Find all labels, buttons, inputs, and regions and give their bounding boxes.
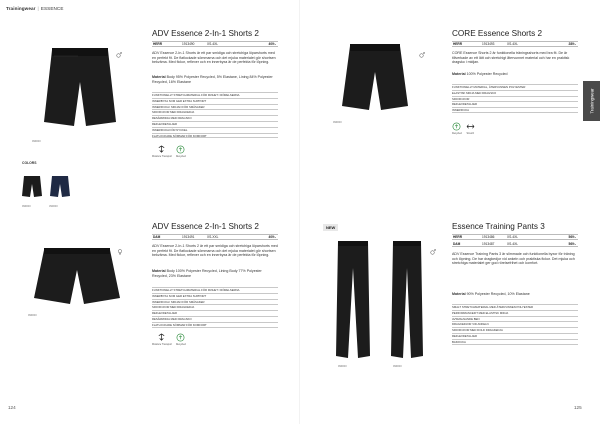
sku: 1913490: [182, 42, 195, 46]
product-code-row: [452, 234, 578, 240]
feature-item: REFLEXDETALJER: [452, 101, 578, 107]
care-icons: [452, 122, 475, 135]
feature-item: INNERBYXA SOM GER EXTRA SUPPORT: [152, 98, 278, 104]
price: 409:-: [268, 235, 276, 239]
gender-code: HERR: [453, 235, 463, 239]
material-label: Material: [152, 75, 166, 79]
feature-item: AVSMALNANDE BEN: [452, 316, 578, 322]
product-description: ADV Essence 2-In-1 Shorts 2 är ett par smidiga och stretchiga löparshorts med en perfekt fit. De flatlockade sömmarna och det mjuka materialet gör shortsen bekväma. Med fickor, reflexer och en innerbyxa är de perfekta för löpning.: [152, 244, 278, 257]
gender-code: HERR: [153, 42, 163, 46]
care-label: Stretch: [466, 132, 475, 135]
sku: 1913493: [482, 42, 495, 46]
moisture-transport-icon: [152, 333, 172, 346]
image-code-label: 999000: [32, 140, 41, 143]
product-code-row: [152, 234, 278, 240]
feature-list: [152, 92, 278, 138]
side-tab-label: Trainingwear: [589, 88, 594, 114]
product-title: ADV Essence 2-In-1 Shorts 2: [152, 222, 259, 231]
page-number-right: 125: [574, 405, 582, 410]
product-image-shorts-men: [30, 36, 130, 140]
price: 569:-: [568, 241, 576, 246]
feature-item: DRAGKEDJOR VID ANKELN: [452, 321, 578, 327]
color-swatch-black: [20, 172, 44, 202]
material-text: 100% Polyester Recycled: [466, 72, 508, 76]
feature-item: INNERFICKA I MIDJAN FÖR SMÅSAKER: [152, 299, 278, 305]
colors-label: COLORS: [22, 161, 37, 165]
material-label: Material: [452, 292, 466, 296]
product-code-row: [452, 241, 578, 247]
recycled-icon: [176, 145, 186, 158]
sizes: XS-XXL: [207, 235, 219, 239]
female-icon: [117, 242, 123, 248]
male-icon: [430, 242, 436, 248]
image-code-label: 999000: [338, 365, 347, 368]
gender-code: DAM: [153, 235, 161, 239]
breadcrumb-sub: ESSENCE: [40, 6, 64, 11]
feature-item: REFLEXDETALJER: [452, 333, 578, 339]
feature-item: INNERFICKA: [452, 107, 578, 113]
feature-item: FUNKTIONELLT STRETCHMATERIAL FÖR FRIHET I RÖRELSERNA: [152, 287, 278, 293]
feature-item: SIDOFICKOR: [452, 96, 578, 102]
care-label: Recycled: [175, 343, 186, 346]
product-code-row: [152, 41, 278, 47]
feature-item: INNERBYXA SOM GER EXTRA SUPPORT: [152, 293, 278, 299]
product-description: ADV Essence Training Pants 3 är slimmade och funktionella byxor för träning och löpning. De har dragkedjor vid ankeln och praktiska fickor. Det mjuka och stretchiga materialet ger god rörelsefrihet och komfort.: [452, 252, 575, 265]
male-icon: [419, 45, 425, 51]
feature-item: FUNKTIONELLT MATERIAL, ÅTERVUNNEN POLYESTER: [452, 84, 578, 90]
feature-item: FLATLOCKADE SÖMMAR FÖR KOMFORT: [152, 322, 278, 328]
feature-item: SIDOFICKOR MED DRAGKEDJA: [152, 109, 278, 115]
product-image-shorts-women: [22, 240, 132, 316]
feature-item: PERFORMANCEFIT MED ELASTISK MIDJA: [452, 310, 578, 316]
gender-code: HERR: [453, 42, 463, 46]
feature-item: RESÅRMIDJA MED DRAGSKO: [152, 316, 278, 322]
feature-item: SMALT STRETCHMATERIAL MED ÅTERVUNNEN POLYESTER: [452, 304, 578, 310]
feature-item: RESÅRMIDJA MED DRAGSKO: [152, 115, 278, 121]
image-code-label: 999000: [28, 314, 37, 317]
feature-item: SIDOFICKOR MED DRAGKEDJA: [152, 304, 278, 310]
care-label: Moisture Transport: [152, 155, 172, 158]
feature-item: BAKFICKA: [452, 339, 578, 345]
gender-code: DAM: [453, 241, 461, 246]
section-side-tab: [583, 81, 600, 121]
shorts-illustration: [22, 240, 132, 316]
care-label: Recycled: [175, 155, 186, 158]
material-label: Material: [152, 269, 166, 273]
product-image-pants-women: [384, 238, 430, 364]
swatch-code-label: 999000: [22, 205, 31, 208]
product-code-row: [452, 41, 578, 47]
feature-item: SIDOFICKOR MED DOLD DRAGKEDJA: [452, 327, 578, 333]
material-label: Material: [452, 72, 466, 76]
moisture-transport-icon: [152, 145, 172, 158]
care-icons: [152, 333, 186, 346]
product-material: [152, 75, 278, 84]
feature-item: REFLEXDETALJER: [152, 310, 278, 316]
product-description: ADV Essence 2-In-1 Shorts är ett par smidiga och stretchiga löparshorts med en perfekt fit. De flatlockade sömmarna och det mjuka materialet gör shortsen bekväma. Med fickor, reflexer och en innerbyxa är de perfekta för löpning.: [152, 51, 276, 64]
sizes: XS-4XL: [507, 42, 518, 46]
price: 569:-: [568, 235, 576, 239]
image-code-label: 999000: [393, 365, 402, 368]
page-divider: [299, 0, 300, 424]
product-title: ADV Essence 2-In-1 Shorts 2: [152, 29, 259, 38]
sku: 1913491: [182, 235, 195, 239]
sizes: XS-4XL: [207, 42, 218, 46]
care-label: Moisture Transport: [152, 343, 172, 346]
pants-illustration: [384, 238, 430, 364]
care-label: Recycled: [452, 132, 462, 135]
feature-list: [152, 287, 278, 328]
feature-item: INNERFICKA FÖR NYCKEL: [152, 127, 278, 133]
feature-list: [452, 84, 578, 113]
product-image-pants-men: [330, 238, 376, 364]
sizes: XS-4XL: [507, 241, 518, 246]
material-text: Body 100% Polyester Recycled, Lining Body 77% Polyester Recycled, 23% Elastane: [152, 269, 262, 278]
swatch-code-label: 390000: [49, 205, 58, 208]
material-text: 90% Polyester Recycled, 10% Elastane: [466, 292, 530, 296]
image-code-label: 999000: [333, 121, 342, 124]
breadcrumb: Trainingwear | ESSENCE: [6, 6, 64, 11]
product-title: Essence Training Pants 3: [452, 222, 545, 231]
male-icon: [116, 45, 122, 51]
sku: 1913487: [482, 241, 495, 246]
feature-item: INNERFICKA I MIDJAN FÖR SMÅSAKER: [152, 104, 278, 110]
product-material: [452, 72, 578, 77]
feature-item: ELASTISK MIDJA MED DRAGSKO: [452, 90, 578, 96]
product-material: [152, 269, 278, 278]
page-number-left: 124: [8, 405, 16, 410]
price: 409:-: [268, 42, 276, 46]
sizes: XS-4XL: [507, 235, 518, 239]
feature-item: FLATLOCKADE SÖMMAR FÖR KOMFORT: [152, 133, 278, 139]
color-swatch-navy: [48, 172, 72, 202]
breadcrumb-section: Trainingwear: [6, 6, 36, 11]
product-material: [452, 292, 578, 297]
new-badge: NEW: [323, 224, 338, 231]
product-description: CORE Essence Shorts 2 är funktionella träningsshorts med bra fit. De är tillverkade av ett lätt och stretchigt återvunnet material och har en praktisk dragsko i midjan.: [452, 51, 570, 64]
feature-list: [452, 304, 578, 345]
shorts-illustration: [30, 36, 130, 140]
pants-illustration: [330, 238, 376, 364]
material-text: Body 95% Polyester Recycled, 5% Elastane, Lining 84% Polyester Recycled, 16% Elastane: [152, 75, 273, 84]
recycled-icon: [452, 122, 462, 135]
product-image-core-shorts: [330, 36, 420, 120]
sku: 1913486: [482, 235, 495, 239]
stretch-icon: [466, 122, 475, 135]
price: 289:-: [568, 42, 576, 46]
product-title: CORE Essence Shorts 2: [452, 29, 543, 38]
feature-item: FUNKTIONELLT STRETCHMATERIAL FÖR FRIHET I RÖRELSERNA: [152, 92, 278, 98]
feature-item: REFLEXDETALJER: [152, 121, 278, 127]
recycled-icon: [176, 333, 186, 346]
shorts-illustration: [330, 36, 420, 120]
care-icons: [152, 145, 186, 158]
